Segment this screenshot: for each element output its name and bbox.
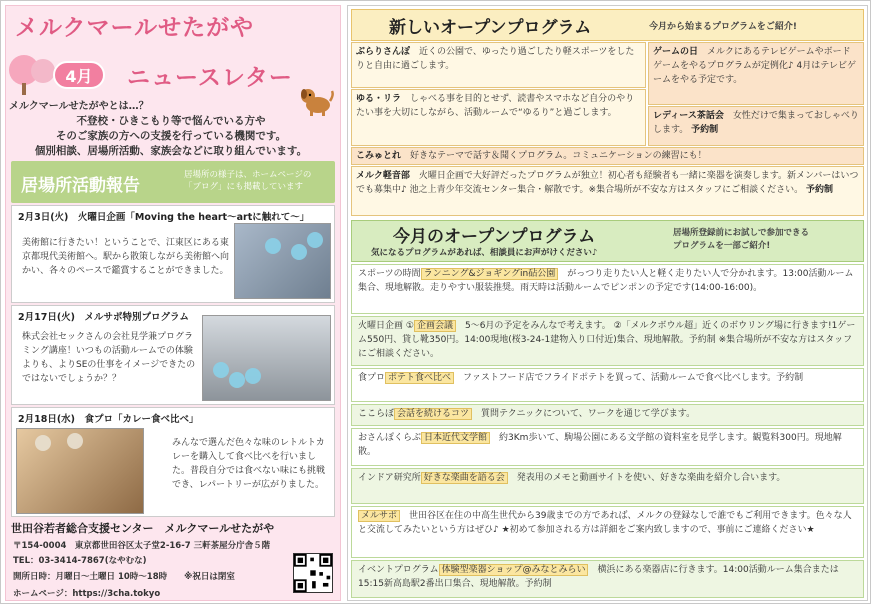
row-tag: 体験型楽器ショップ@みなとみらい [439,564,589,576]
face-blur [265,238,281,254]
intro-line: そのご家族の方への支援を行っている機関です。 [55,130,287,142]
intro-question: メルクマールせたがやとは…？ [9,101,149,112]
org-address: 〒154-0004 東京都世田谷区太子堂2-16-7 三軒茶屋分庁舎５階 [13,541,271,551]
intro-line: 不登校・ひきこもり等で悩んでいる方や [76,115,266,127]
row-lead: インドア研究所 [358,473,421,483]
face-blur [307,232,323,248]
row-body: ファストフード店でフライドポテトを買って、活動ルームで食べ比べします。予約制 [463,373,804,383]
program-row-tuesday [351,316,864,366]
face-blur [67,433,83,449]
face-blur [245,368,261,384]
monthly-programs-title: 今月のオープンプログラム [393,227,596,247]
reservation-tag: 予約制 [691,125,719,135]
new-programs-subtitle: 今月から始まるプログラムをご紹介! [649,22,798,32]
row-tag: ランニング&ジョギングin砧公園 [421,268,559,280]
row-lead: メルサポ [358,510,400,522]
month-badge: 4月 [53,61,105,89]
program-comyutore [351,147,864,165]
org-tel: TEL：03-3414-7867(なやむな) [13,556,147,566]
reservation-tag: 予約制 [805,185,833,195]
program-body: しゃべる事を目的とせず、読書やスマホなど自分のやりたい事を大切にしながら、活動ルームで“ゆるり”と過ごします。 [356,94,635,118]
row-tag: 好きな楽曲を語る会 [421,472,508,484]
new-programs-title: 新しいオープンプログラム [389,18,592,38]
program-body: 女性だけで集まっておしゃべりします。 [653,111,859,135]
program-body: 近くの公園で、ゆったり過ごしたり軽スポーツをしたりと自由に過ごします。 [356,47,635,71]
note-line: プログラムを一部ご紹介! [673,241,771,251]
program-name: ゲームの日 [653,47,699,57]
dog-icon [298,85,334,117]
row-tag: 企画会議 [414,320,456,332]
face-blur [35,435,51,451]
activity-report-note [184,169,311,193]
program-ladies-tea [648,106,864,146]
row-lead: スポーツの時間 [358,269,421,279]
report-title: 2月17日(火) メルサポ特別プログラム [18,312,189,323]
row-lead: ここらぼ [358,409,395,419]
newsletter-title-line2: ニュースレター [127,65,293,91]
workshop-photo [202,315,331,401]
org-name: 世田谷若者総合支援センター メルクマールせたがや [11,522,275,535]
program-body: 好きなテーマで話す＆聞くプログラム。コミュニケーションの練習にも！ [410,151,707,161]
row-tag: 会話を続けるコツ [394,408,472,420]
row-tag: ポテト食べ比べ [385,372,454,384]
monthly-programs-note [673,227,809,253]
row-body: がっつり走りたい人と軽く走りたい人で分かれます。13:00活動ルーム集合、現地解散。走りやすい服装推奨。雨天時は活動ルームでピンポンの予定です(14:00-16:00)。 [358,269,854,293]
program-keion [351,166,864,216]
program-name: こみゅとれ [356,151,402,161]
program-burari-sanpo [351,42,646,88]
program-name: メルク軽音部 [356,171,410,181]
row-lead: 食プロ [358,373,386,383]
program-body: 火曜日企画で大好評だったプログラムが独立！初心者も経験者も一緒に楽器を演奏します。新メンバーはいつでも募集中♪ 池之上青少年交流センター集合・解散です。※集合場所が不安な方はスタッフにご相談ください。 [356,171,859,195]
note-line: 居場所登録前にお試しで参加できる [673,228,810,238]
sakura-tree-icon-small [31,59,55,83]
row-lead: 火曜日企画 ① [358,321,414,331]
row-tag: 日本近代文学館 [421,432,490,444]
report-item [11,407,335,517]
row-body: 質問テクニックについて、ワークを通じて学びます。 [481,409,696,419]
report-body: 美術館に行きたい！ということで、江東区にある東京都現代美術館へ。駅から散策しながら美術館へ向かい、各々のペースで鑑賞することができました。 [22,238,230,276]
program-game-day [648,42,864,105]
face-blur [213,362,229,378]
newsletter-title-line1: メルクマールせたがや [15,15,255,41]
program-row-kokorabo [351,404,864,426]
program-row-osanpo [351,428,864,466]
program-name: レディース茶話会 [653,111,724,121]
row-lead: イベントプログラム [358,565,439,575]
row-body: 横浜にある楽器店に行きます。14:00活動ルーム集合または15:15新高島駅2番出口集合、現地解散。予約制 [358,565,839,589]
org-homepage[interactable]: ホームページ：https://3cha.tokyo [13,589,161,599]
org-hours: 開所日時：月曜日～土曜日 10時～18時 ※祝日は閉室 [13,572,235,582]
face-blur [291,244,307,260]
program-name: ゆる・リラ [356,94,402,104]
report-title: 2月18日(水) 食プロ「カレー食べ比べ」 [18,414,199,425]
qr-code-icon[interactable] [293,553,333,593]
program-row-sports [351,264,864,314]
row-body: 世田谷区在住の中高生世代から39歳までの方であれば、メルクの登録なしで誰でもご利用できます。色々な人と交流してみたいという方はぜひ♪ ★初めて参加される方は詳細をご案内致しますので、事前にご連絡ください★ [358,511,852,535]
face-blur [229,372,245,388]
row-body: 5～6月の予定をみんなで考えます。 ②「メルクボウル超」近くのボウリング場に行きます!1ゲーム550円、貸し靴350円。14:00現地(桜3-24-1建物入り口付近)集合、現地解散。予約制 ※集合場所が不安な方はスタッフにご相談ください。 [358,321,856,359]
program-row-event [351,560,864,598]
report-item [11,205,335,303]
report-title: 2月3日(火) 火曜日企画「Moving the heart～artに触れて～」 [18,212,310,223]
report-item [11,305,335,405]
museum-photo [234,223,331,299]
activity-report-title: 居場所活動報告 [21,176,140,196]
row-body: 約3Km歩いて、駒場公園にある文学館の資料室を見学します。観覧料300円。現地解散。 [358,433,842,457]
program-name: ぶらりさんぽ [356,47,411,57]
note-line: 「ブログ」にも掲載しています [184,182,304,192]
intro-text [11,114,331,159]
row-lead: おさんぽくらぶ [358,433,422,443]
row-body: 発表用のメモと動画サイトを使い、好きな楽曲を紹介し合います。 [516,473,786,483]
program-row-shokupuro [351,368,864,402]
monthly-programs-subtitle: 気になるプログラムがあれば、相談員にお声がけください♪ [371,248,598,258]
tree-trunk [22,83,26,95]
report-body: 株式会社セックさんの会社見学兼プログラミング講座！いつもの活動ルームでの体験よりも、よりSEの仕事をイメージできたのではないでしょうか？？ [22,332,196,384]
program-yuru-rira [351,89,646,146]
report-body: みんなで選んだ色々な味のレトルトカレーを購入して食べ比べを行いました。普段自分では食べない味にも挑戦でき、レパートリーが広がりました。 [172,438,326,490]
program-body: メルクにあるテレビゲームやボードゲームをやるプログラムが定例化♪ 4月はテレビゲームをやる予定です。 [653,47,857,85]
program-row-merusapo [351,506,864,558]
intro-line: 個別相談、居場所活動、家族会などに取り組んでいます。 [34,145,308,157]
curry-photo [16,428,144,514]
note-line: 居場所の様子は、ホームページの [184,170,312,180]
program-row-indoor [351,468,864,504]
